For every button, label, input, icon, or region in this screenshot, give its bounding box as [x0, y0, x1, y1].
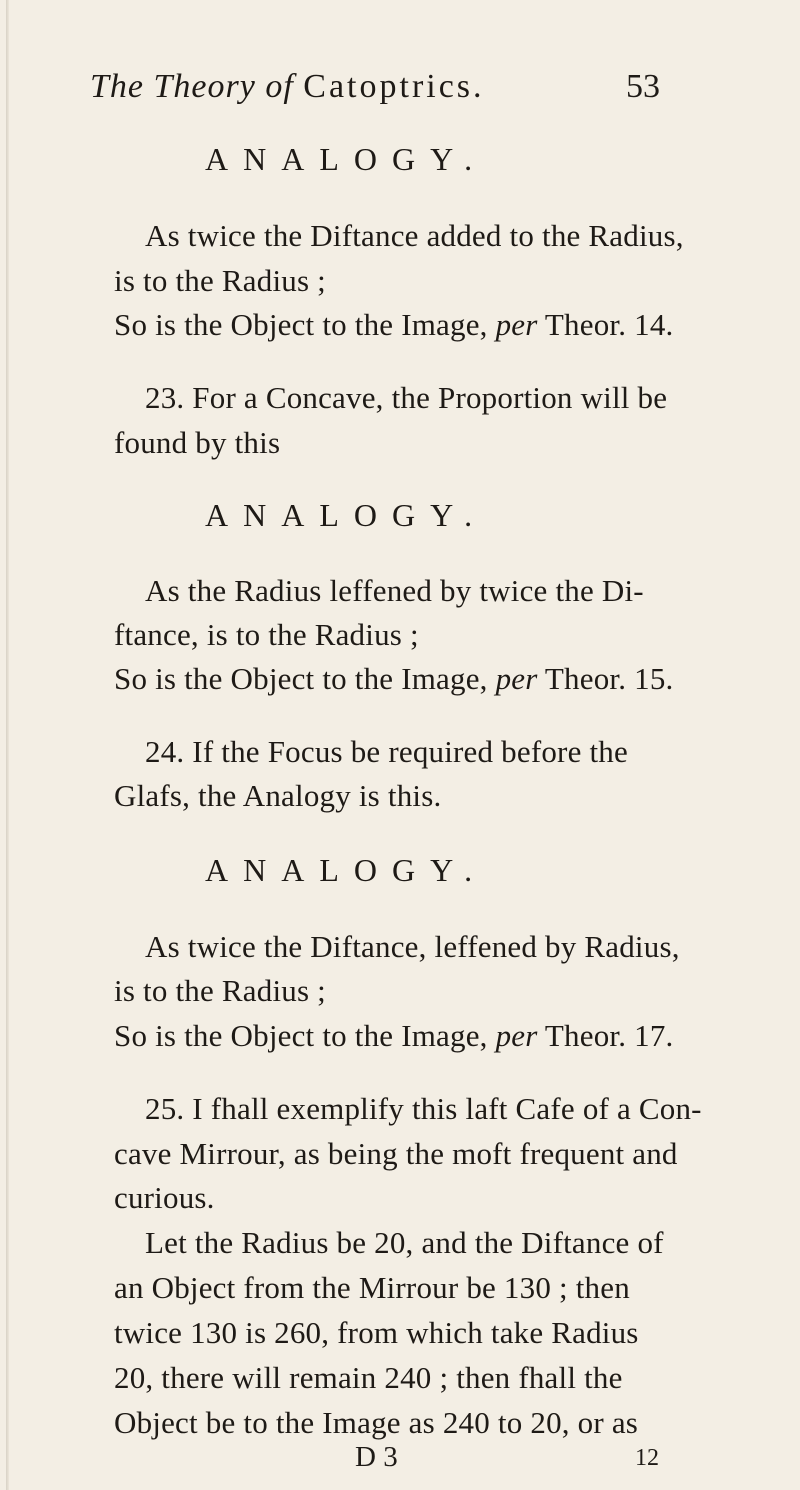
- analogy-heading-2: ANALOGY.: [205, 497, 488, 533]
- text-line: 23. For a Concave, the Proportion will be: [145, 380, 668, 415]
- text-line-part: So is the Object to the Image,: [114, 661, 488, 696]
- analogy-heading-3: ANALOGY.: [205, 852, 488, 888]
- text-line: [114, 661, 673, 697]
- paragraph-line: Let the Radius be 20, and the Diftance of: [145, 1225, 664, 1260]
- paragraph-line: cave Mirrour, as being the moft frequent and: [114, 1136, 678, 1171]
- text-line: is to the Radius ;: [114, 263, 326, 298]
- text-line: As twice the Diftance, leffened by Radius,: [145, 929, 680, 964]
- page-number: 53: [626, 68, 660, 105]
- text-line: ftance, is to the Radius ;: [114, 617, 419, 652]
- text-line: As twice the Diftance added to the Radius,: [145, 218, 684, 253]
- paragraph-line: twice 130 is 260, from which take Radius: [114, 1315, 639, 1350]
- signature-mark: D 3: [355, 1441, 398, 1473]
- text-line: [114, 1018, 673, 1054]
- text-line: As the Radius leffened by twice the Di-: [145, 573, 644, 608]
- text-line-part: So is the Object to the Image,: [114, 307, 488, 342]
- per-word: per: [495, 661, 538, 696]
- text-line: Glafs, the Analogy is this.: [114, 778, 442, 813]
- running-head: [90, 68, 660, 118]
- per-word: per: [495, 1018, 538, 1053]
- text-line-part: So is the Object to the Image,: [114, 1018, 488, 1053]
- analogy-heading-1: ANALOGY.: [205, 141, 488, 177]
- running-title-main: Catoptrics.: [303, 68, 485, 105]
- running-title: [90, 68, 485, 106]
- catchword: 12: [635, 1445, 659, 1471]
- per-word: per: [495, 307, 538, 342]
- paragraph-line: curious.: [114, 1180, 215, 1215]
- text-line: 24. If the Focus be required before the: [145, 734, 628, 769]
- theorem-ref: Theor. 17.: [544, 1018, 674, 1053]
- text-line: is to the Radius ;: [114, 973, 326, 1008]
- running-title-prefix: The Theory of: [90, 68, 294, 105]
- paragraph-line: 25. I fhall exemplify this laft Cafe of a Con-: [145, 1091, 702, 1126]
- text-line: found by this: [114, 425, 281, 460]
- paragraph-line: Object be to the Image as 240 to 20, or as: [114, 1405, 639, 1440]
- theorem-ref: Theor. 14.: [544, 307, 674, 342]
- paragraph-line: an Object from the Mirrour be 130 ; then: [114, 1270, 630, 1305]
- paragraph-line: 20, there will remain 240 ; then fhall the: [114, 1360, 623, 1395]
- theorem-ref: Theor. 15.: [544, 661, 674, 696]
- text-line: [114, 307, 673, 343]
